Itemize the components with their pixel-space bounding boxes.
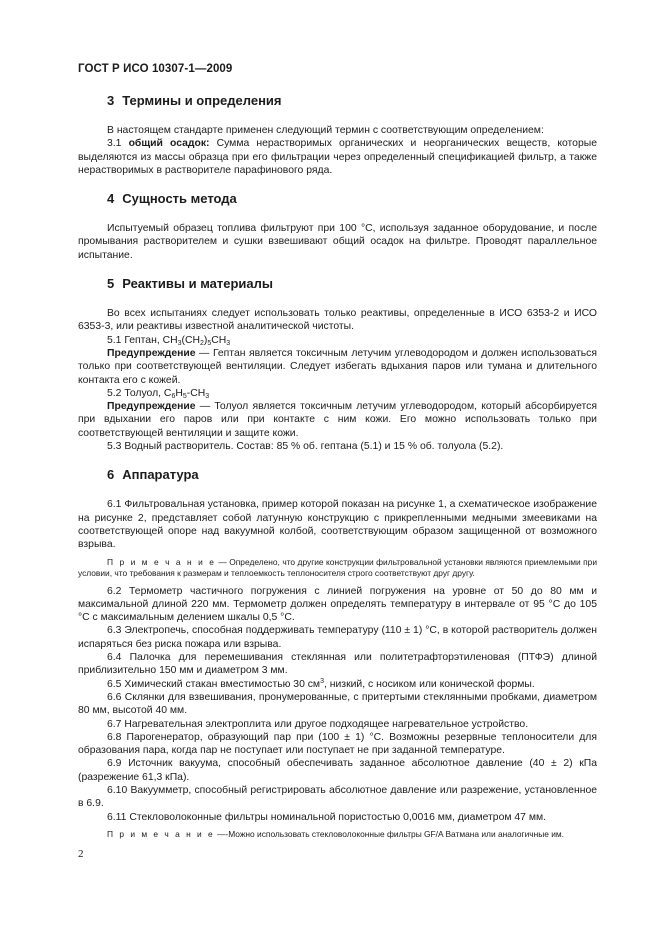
term-text: Сумма нерастворимых органических и неорганических веществ, которые выделяются из массы образца при его фильтрации через определенный спецификацией фильтр, а также нерастворимых в растворителе парафинового ряда. (78, 138, 597, 176)
item-6-7: 6.7 Нагревательная электроплита или другое подходящее нагревательное устройство. (107, 718, 529, 730)
paragraph: Во всех испытаниях следует использовать только реактивы, определенные в ИСО 6353-2 и ИСО 6353-3, или реактивы известной аналитической чистоты. (78, 308, 597, 333)
warning-label: Предупреждение (107, 347, 196, 359)
item-6-11: 6.11 Стекловолоконные фильтры номинальной пористостью 0,0016 мм, диаметром 47 мм. (107, 811, 546, 823)
item-6-10: 6.10 Вакуумметр, способный регистрировать абсолютное давление или разрежение, установленное в 6.9. (78, 784, 597, 810)
note-label: П р и м е ч а н и е (107, 556, 216, 567)
item-5-3: 5.3 Водный растворитель. Состав: 85 % об. гептана (5.1) и 15 % об. толуола (5.2). (107, 441, 504, 453)
item-6-2: 6.2 Термометр частичного погружения с линией погружения на уровне от 50 до 80 мм и максимальной длиной 220 мм. Термометр должен определять температуру в интервале от 95 °С до 105 °С с максимальным делением шкалы 0,5 °С. (78, 585, 597, 624)
warning-5-1: Предупреждение — Гептан является токсичным летучим углеводородом и должен использоваться только при соответствующей вентиляции. Следует избегать вдыхания паров или тумана и длительного контакта его с кожей. (78, 347, 597, 386)
item-6-1: 6.1 Фильтровальная установка, пример которой показан на рисунке 1, а схематическое изображение на рисунке 2, представляет собой латунную конструкцию с прикрепленными медными змеевиками на соответствующей опоре над вакуумной колбой, соответствующим образом защищенной от возможного взрыва. (78, 499, 597, 551)
paragraph: Испытуемый образец топлива фильтруют при 100 °С, используя заданное оборудование, и после промывания растворителем и сушки взвешивают общий осадок на фильтре. Проводят параллельное испытание. (78, 223, 597, 261)
item-5-1: 5.1 Гептан, $CH_3(CH_2)_5CH_3$ (107, 334, 231, 347)
warning-5-2: Предупреждение — Толуол является токсичным летучим углеводородом, который абсорбируется при вдыхании его паров или при контакте с ним кожи. Его можно использовать только при соответствующей вентиляции и защите кожи. (78, 401, 597, 439)
term-definition (78, 137, 597, 177)
section-number: 4 (107, 191, 115, 207)
document-body (78, 90, 597, 845)
section-4 (78, 191, 597, 262)
standard-header: ГОСТ Р ИСО 10307-1—2009 (78, 63, 233, 75)
term-number: 3.1 (107, 138, 129, 150)
section-title: Реактивы и материалы (122, 276, 274, 292)
section-5 (78, 276, 597, 453)
note-label: П р и м е ч а н и е (107, 828, 215, 839)
section-number: 5 (107, 276, 115, 292)
section-heading (78, 191, 597, 207)
section-title: Сущность метода (122, 191, 237, 207)
section-heading (78, 467, 597, 483)
item-5-2: 5.2 Толуол, $C_6H_5-CH_3$ (107, 387, 210, 400)
section-number: 3 (107, 93, 115, 108)
page-number: 2 (78, 848, 84, 860)
note: П р и м е ч а н и е — Определено, что другие конструкции фильтровальной установки являются приемлемыми при условии, что требования к размерам и теплоемкость теплоносителя строго соответствуют друг другу. (78, 556, 597, 579)
item-6-4: 6.4 Палочка для перемешивания стеклянная или политетрафторэтиленовая (ПТФЭ) длиной приблизительно 150 мм и диаметром 3 мм. (78, 652, 597, 677)
section-heading (78, 93, 597, 109)
section-6 (78, 467, 597, 840)
section-title: Термины и определения (122, 93, 282, 108)
item-6-8: 6.8 Парогенератор, образующий пар при (100 ± 1) °С. Возможны резервные теплоносители для образования пара, когда пар не поступает или поступает не при заданной температуре. (78, 731, 597, 757)
paragraph: В настоящем стандарте применен следующий термин с соответствующим определением: (107, 125, 544, 136)
section-heading (78, 276, 597, 292)
section-3 (78, 90, 597, 177)
term-name: общий осадок: (128, 138, 210, 150)
note: П р и м е ч а н и е —-Можно использовать стекловолоконные фильтры GF/A Ватмана или аналогичные им. (107, 828, 565, 839)
warning-label: Предупреждение (107, 401, 196, 413)
section-number: 6 (107, 467, 115, 483)
item-6-3: 6.3 Электропечь, способная поддерживать температуру (110 ± 1) °С, в которой растворитель должен испаряться без риска пожара или взрыва. (78, 625, 597, 650)
item-6-6: 6.6 Склянки для взвешивания, пронумерованные, с притертыми стеклянными пробками, диаметром 80 мм, высотой 40 мм. (78, 691, 597, 717)
item-6-9: 6.9 Источник вакуума, способный обеспечивать заданное абсолютное давление (40 ± 2) кПа (разрежение 61,3 кПа). (78, 758, 597, 783)
item-6-5: 6.5 Химический стакан вместимостью 30 $см^3$, низкий, с носиком или конической формы. (107, 677, 535, 690)
section-title: Аппаратура (122, 467, 199, 483)
